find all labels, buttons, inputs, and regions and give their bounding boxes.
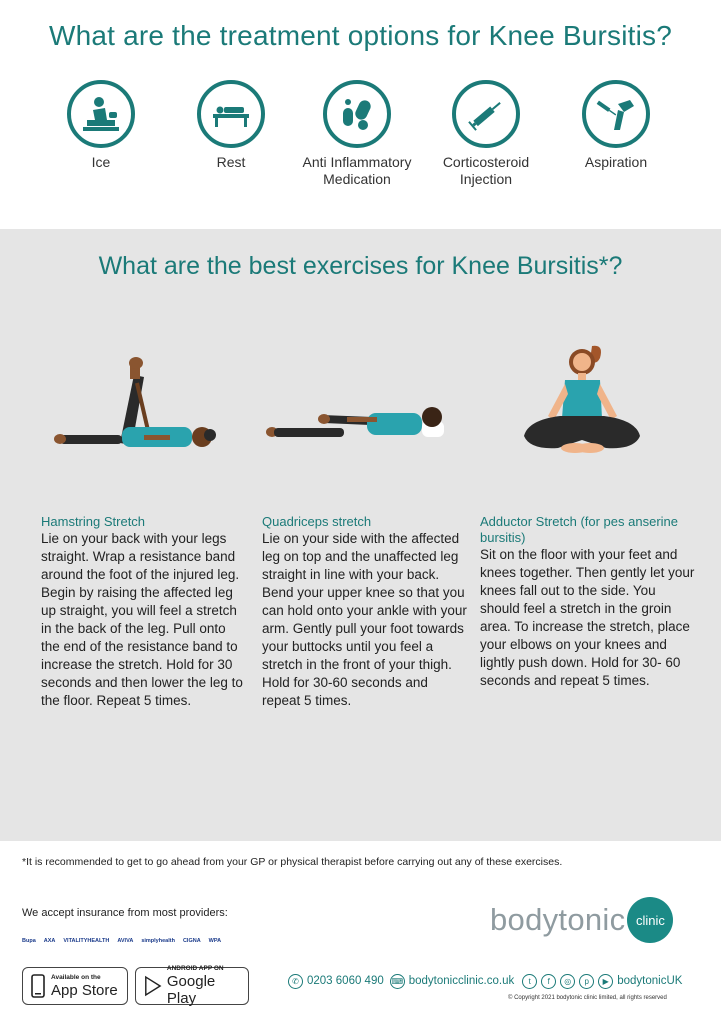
- insurer-logo: VITALITYHEALTH: [63, 938, 110, 944]
- website-link[interactable]: bodytonicclinic.co.uk: [408, 975, 515, 987]
- treatment-ice: [31, 80, 171, 171]
- disclaimer-text: *It is recommended to get to go ahead from your GP or physical therapist before carrying out any of these exercises.: [22, 856, 563, 868]
- pills-icon: [323, 80, 391, 148]
- hamstring-stretch-illustration: [52, 355, 232, 465]
- youtube-icon[interactable]: ▶: [598, 974, 613, 989]
- play-icon: [144, 975, 162, 997]
- app-store-big: App Store: [51, 981, 118, 999]
- app-store-button[interactable]: [22, 967, 128, 1005]
- instagram-icon[interactable]: ◎: [560, 974, 575, 989]
- google-play-big: Google Play: [166, 973, 216, 1007]
- insurer-logo: AVIVA: [117, 938, 134, 944]
- treatment-rest: [161, 80, 301, 171]
- insurer-logo: CIGNA: [182, 938, 201, 944]
- facebook-icon[interactable]: f: [541, 974, 556, 989]
- exercise-body: Lie on your back with your legs straight. Wrap a resistance band around the foot of the injured leg. Begin by raising the affected leg up straight, you will feel a stretch in the back of the leg. Pull onto the end of the resistance band to increase the stretch. Hold for 30 seconds and then lower the leg to the floor. Repeat 5 times.: [41, 531, 243, 708]
- brand-badge: clinic: [627, 897, 673, 943]
- insurer-logo: WPA: [208, 938, 222, 944]
- treatment-label: Ice: [91, 154, 111, 170]
- treatment-medication: [287, 80, 427, 188]
- ice-pack-icon: [67, 80, 135, 148]
- treatment-injection: [416, 80, 556, 188]
- treatment-options: [0, 80, 721, 200]
- quadriceps-stretch-illustration: [262, 395, 462, 450]
- brand-word: bodytonic: [490, 902, 626, 937]
- exercise-adductor: [480, 514, 695, 690]
- social-handle[interactable]: bodytonicUK: [617, 975, 683, 987]
- exercise-heading: Adductor Stretch (for pes anserine bursitis): [480, 514, 678, 545]
- syringe-icon: [452, 80, 520, 148]
- exercise-body: Lie on your side with the affected leg on top and the unaffected leg straight in line with your back. Bend your upper knee so that you can hold onto your ankle with your arm. Gently pull your foot towards your buttocks until you feel a stretch in the front of your thigh. Hold for 30-60 seconds and repeat 5 times.: [262, 531, 467, 708]
- adductor-stretch-illustration: [520, 340, 645, 465]
- treatment-label: Rest: [216, 154, 246, 170]
- exercise-heading: Hamstring Stretch: [41, 514, 146, 529]
- contact-bar: [288, 972, 682, 990]
- phone-call-icon: ✆: [288, 974, 303, 989]
- knee-aspiration-icon: [582, 80, 650, 148]
- exercise-heading: Quadriceps stretch: [262, 514, 372, 529]
- treatment-aspiration: [546, 80, 686, 171]
- bed-rest-icon: [197, 80, 265, 148]
- app-store-small: Available on the: [51, 973, 101, 981]
- google-play-small: ANDROID APP ON: [166, 965, 224, 972]
- copyright-text: © Copyright 2021 bodytonic clinic limited, all rights reserved: [508, 995, 667, 1001]
- twitter-icon[interactable]: t: [522, 974, 537, 989]
- insurer-logo: AXA: [43, 938, 56, 944]
- insurer-logo: simplyhealth: [141, 938, 175, 944]
- phone-number[interactable]: 0203 6060 490: [307, 975, 384, 987]
- web-icon: ⌨: [390, 974, 405, 989]
- exercises-title: What are the best exercises for Knee Bursitis*?: [98, 252, 623, 280]
- treatment-label: Aspiration: [584, 154, 648, 170]
- exercise-body: Sit on the floor with your feet and knees together. Then gently let your knees fall out to the side. You should feel a stretch in the groin area. To increase the stretch, place your elbows on your knees and lightly push down. Hold for 30- 60 seconds and repeat 5 times.: [480, 547, 695, 688]
- google-play-button[interactable]: [135, 967, 249, 1005]
- exercise-quadriceps: [262, 514, 467, 710]
- treatment-label: Corticosteroid Injection: [442, 154, 530, 187]
- treatments-title: What are the treatment options for Knee Bursitis?: [49, 20, 672, 51]
- brand-logo: [490, 895, 673, 945]
- phone-icon: [31, 974, 45, 998]
- insurer-logo: Bupa: [22, 938, 36, 944]
- insurer-logos: [22, 933, 221, 949]
- pinterest-icon[interactable]: p: [579, 974, 594, 989]
- insurance-text: We accept insurance from most providers:: [22, 907, 228, 919]
- treatment-label: Anti Inflammatory Medication: [302, 154, 412, 187]
- exercise-hamstring: [41, 514, 246, 710]
